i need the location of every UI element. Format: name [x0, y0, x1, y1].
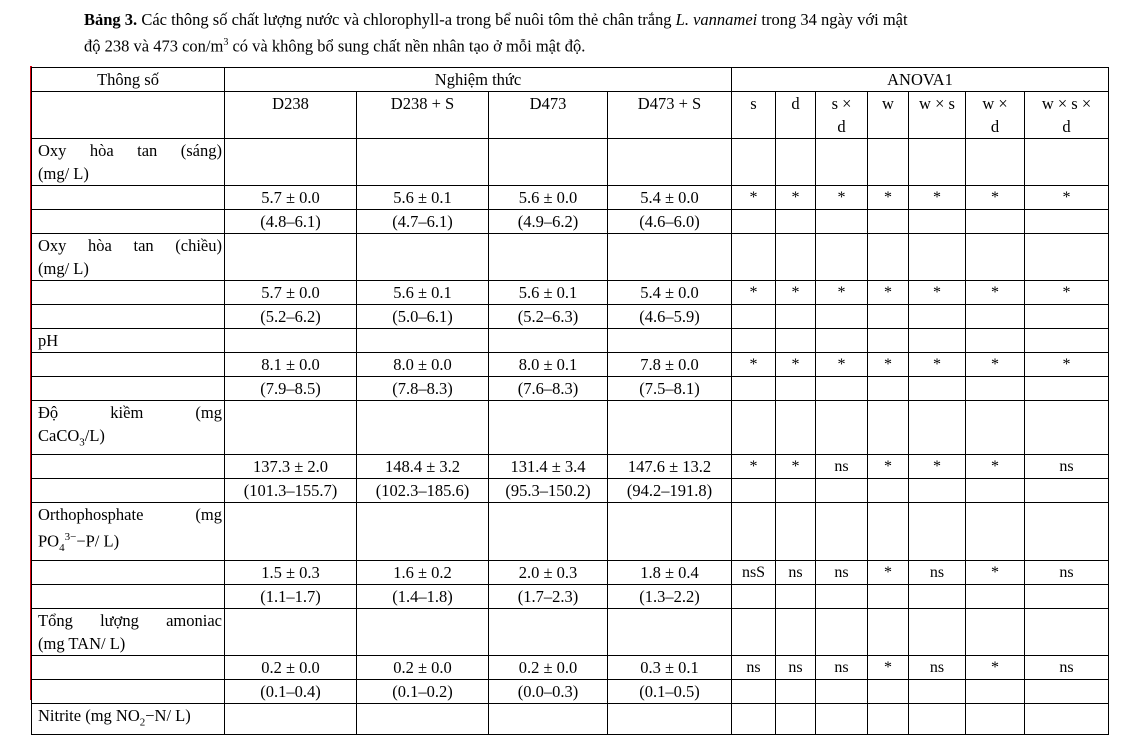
empty-cell [776, 401, 816, 455]
param-label [32, 329, 225, 353]
header-blank [32, 92, 225, 139]
empty-cell [1025, 139, 1109, 186]
range-value: (5.2–6.3) [489, 305, 608, 329]
empty-cell [32, 585, 225, 609]
empty-cell [732, 210, 776, 234]
range-value: (5.0–6.1) [357, 305, 489, 329]
mean-value: 131.4 ± 3.4 [489, 455, 608, 479]
empty-cell [225, 503, 357, 561]
mean-row [32, 561, 1109, 585]
anova-result: * [909, 281, 966, 305]
empty-cell [1025, 234, 1109, 281]
empty-cell [608, 234, 732, 281]
empty-cell [732, 234, 776, 281]
param-label-line-1: Tổng lượng amoniac [38, 611, 222, 631]
empty-cell [966, 680, 1025, 704]
anova-result: * [966, 281, 1025, 305]
empty-cell [966, 210, 1025, 234]
empty-cell [32, 656, 225, 680]
header-treatment-2: D238 + S [357, 92, 489, 139]
range-value: (4.7–6.1) [357, 210, 489, 234]
mean-value: 148.4 ± 3.2 [357, 455, 489, 479]
mean-value: 0.2 ± 0.0 [225, 656, 357, 680]
empty-cell [489, 234, 608, 281]
anova-result: * [1025, 353, 1109, 377]
empty-cell [32, 305, 225, 329]
param-label-row [32, 329, 1109, 353]
param-label-row [32, 139, 1109, 186]
anova-result: * [909, 455, 966, 479]
anova-result: ns [776, 656, 816, 680]
header-anova-wxsxd: w × s × d [1025, 92, 1109, 139]
empty-cell [489, 329, 608, 353]
caption-label: Bảng 3. [84, 10, 138, 29]
empty-cell [357, 234, 489, 281]
empty-cell [732, 479, 776, 503]
empty-cell [1025, 401, 1109, 455]
empty-cell [909, 377, 966, 401]
empty-cell [32, 455, 225, 479]
mean-value: 147.6 ± 13.2 [608, 455, 732, 479]
empty-cell [909, 234, 966, 281]
anova-result: * [868, 281, 909, 305]
anova-result: ns [732, 656, 776, 680]
mean-value: 1.6 ± 0.2 [357, 561, 489, 585]
range-row [32, 680, 1109, 704]
header-anova: ANOVA1 [732, 68, 1109, 92]
empty-cell [1025, 503, 1109, 561]
empty-cell [776, 680, 816, 704]
mean-value: 1.8 ± 0.4 [608, 561, 732, 585]
range-row [32, 585, 1109, 609]
range-value: (101.3–155.7) [225, 479, 357, 503]
empty-cell [909, 401, 966, 455]
range-row [32, 377, 1109, 401]
empty-cell [225, 234, 357, 281]
param-label-line-1: Oxy hòa tan (chiều) [38, 236, 222, 255]
range-value: (4.6–5.9) [608, 305, 732, 329]
mean-value: 5.6 ± 0.0 [489, 186, 608, 210]
empty-cell [489, 139, 608, 186]
empty-cell [966, 503, 1025, 561]
anova-result: ns [816, 656, 868, 680]
empty-cell [816, 680, 868, 704]
anova-result: * [868, 186, 909, 210]
anova-result: * [1025, 281, 1109, 305]
data-table [31, 67, 1109, 735]
empty-cell [868, 305, 909, 329]
mean-value: 5.6 ± 0.1 [357, 186, 489, 210]
empty-cell [868, 377, 909, 401]
empty-cell [489, 503, 608, 561]
param-label [32, 609, 225, 656]
param-label-row [32, 704, 1109, 735]
empty-cell [816, 401, 868, 455]
empty-cell [32, 561, 225, 585]
header-param: Thông số [32, 68, 225, 92]
empty-cell [357, 329, 489, 353]
empty-cell [776, 704, 816, 735]
header-anova-sxd: s × d [816, 92, 868, 139]
empty-cell [608, 609, 732, 656]
empty-cell [225, 704, 357, 735]
param-label-line-1: Orthophosphate (mg [38, 505, 222, 525]
empty-cell [32, 377, 225, 401]
empty-cell [732, 305, 776, 329]
anova-result: ns [909, 656, 966, 680]
empty-cell [909, 305, 966, 329]
empty-cell [357, 139, 489, 186]
mean-value: 7.8 ± 0.0 [608, 353, 732, 377]
param-label-row [32, 401, 1109, 455]
range-value: (1.4–1.8) [357, 585, 489, 609]
range-value: (0.0–0.3) [489, 680, 608, 704]
empty-cell [732, 377, 776, 401]
empty-cell [357, 401, 489, 455]
empty-cell [816, 234, 868, 281]
param-label-line-2: CaCO$_3$/L) [38, 426, 105, 449]
empty-cell [909, 503, 966, 561]
empty-cell [966, 401, 1025, 455]
mean-row [32, 353, 1109, 377]
empty-cell [868, 234, 909, 281]
anova-result: ns [1025, 656, 1109, 680]
anova-result: * [816, 353, 868, 377]
empty-cell [816, 609, 868, 656]
anova-result: ns [776, 561, 816, 585]
anova-result: * [868, 561, 909, 585]
empty-cell [608, 139, 732, 186]
empty-cell [868, 704, 909, 735]
range-value: (1.3–2.2) [608, 585, 732, 609]
anova-result: * [966, 656, 1025, 680]
empty-cell [1025, 329, 1109, 353]
empty-cell [966, 329, 1025, 353]
mean-value: 5.7 ± 0.0 [225, 186, 357, 210]
range-value: (7.5–8.1) [608, 377, 732, 401]
caption-species: L. vannamei [675, 10, 758, 29]
anova-result: ns [1025, 561, 1109, 585]
header-anova-w: w [868, 92, 909, 139]
caption-text-3: độ 238 và 473 con/m [84, 36, 224, 56]
anova-result: ns [1025, 455, 1109, 479]
range-value: (0.1–0.5) [608, 680, 732, 704]
empty-cell [816, 377, 868, 401]
empty-cell [1025, 704, 1109, 735]
empty-cell [776, 329, 816, 353]
param-label-line-2: (mg/ L) [38, 164, 89, 183]
empty-cell [816, 329, 868, 353]
empty-cell [32, 281, 225, 305]
empty-cell [776, 377, 816, 401]
range-row [32, 210, 1109, 234]
empty-cell [966, 704, 1025, 735]
empty-cell [776, 585, 816, 609]
param-label-line-2: (mg/ L) [38, 259, 89, 278]
mean-value: 0.2 ± 0.0 [489, 656, 608, 680]
empty-cell [816, 139, 868, 186]
empty-cell [489, 401, 608, 455]
range-value: (102.3–185.6) [357, 479, 489, 503]
empty-cell [225, 329, 357, 353]
header-treatment-4: D473 + S [608, 92, 732, 139]
empty-cell [909, 680, 966, 704]
empty-cell [816, 479, 868, 503]
range-value: (4.6–6.0) [608, 210, 732, 234]
empty-cell [608, 329, 732, 353]
mean-row [32, 186, 1109, 210]
anova-result: * [732, 455, 776, 479]
anova-result: ns [816, 561, 868, 585]
mean-row [32, 455, 1109, 479]
anova-result: * [816, 281, 868, 305]
empty-cell [776, 609, 816, 656]
param-label-row [32, 234, 1109, 281]
empty-cell [868, 139, 909, 186]
empty-cell [966, 234, 1025, 281]
mean-value: 137.3 ± 2.0 [225, 455, 357, 479]
empty-cell [225, 609, 357, 656]
empty-cell [357, 609, 489, 656]
mean-value: 5.4 ± 0.0 [608, 281, 732, 305]
param-label [32, 503, 225, 561]
empty-cell [868, 585, 909, 609]
mean-row [32, 281, 1109, 305]
empty-cell [966, 609, 1025, 656]
mean-value: 5.6 ± 0.1 [489, 281, 608, 305]
empty-cell [1025, 377, 1109, 401]
caption-text-4: có và không bổ sung chất nền nhân tạo ở mỗi mật độ. [228, 36, 586, 56]
param-label [32, 401, 225, 455]
anova-result: * [776, 455, 816, 479]
mean-value: 5.6 ± 0.1 [357, 281, 489, 305]
anova-result: * [909, 353, 966, 377]
anova-result: * [732, 353, 776, 377]
empty-cell [732, 503, 776, 561]
empty-cell [776, 305, 816, 329]
param-label-line-1: Oxy hòa tan (sáng) [38, 141, 222, 160]
header-treatment-3: D473 [489, 92, 608, 139]
empty-cell [1025, 585, 1109, 609]
empty-cell [32, 186, 225, 210]
mean-value: 8.0 ± 0.1 [489, 353, 608, 377]
empty-cell [776, 479, 816, 503]
caption-text-2: trong 34 ngày với mật [757, 10, 908, 29]
range-value: (7.8–8.3) [357, 377, 489, 401]
empty-cell [732, 139, 776, 186]
empty-cell [816, 305, 868, 329]
range-value: (1.1–1.7) [225, 585, 357, 609]
empty-cell [732, 680, 776, 704]
mean-value: 8.0 ± 0.0 [357, 353, 489, 377]
mean-row [32, 656, 1109, 680]
param-label-line-2: $PO_4^{3-}-P/$ L) [38, 531, 120, 555]
anova-result: * [909, 186, 966, 210]
empty-cell [966, 585, 1025, 609]
anova-result: * [966, 353, 1025, 377]
empty-cell [489, 704, 608, 735]
empty-cell [909, 329, 966, 353]
empty-cell [732, 585, 776, 609]
anova-result: * [868, 353, 909, 377]
table-caption [84, 8, 1084, 58]
empty-cell [868, 680, 909, 704]
header-anova-s: s [732, 92, 776, 139]
header-treatment: Nghiệm thức [225, 68, 732, 92]
empty-cell [868, 503, 909, 561]
mean-value: 2.0 ± 0.3 [489, 561, 608, 585]
header-anova-wxs: w × s [909, 92, 966, 139]
empty-cell [32, 353, 225, 377]
empty-cell [1025, 210, 1109, 234]
param-label-row [32, 503, 1109, 561]
param-label-line-2: (mg TAN/ L) [38, 634, 126, 654]
range-value: (5.2–6.2) [225, 305, 357, 329]
empty-cell [868, 401, 909, 455]
range-value: (4.9–6.2) [489, 210, 608, 234]
header-anova-d: d [776, 92, 816, 139]
header-anova-wxd: w × d [966, 92, 1025, 139]
anova-result: * [776, 353, 816, 377]
empty-cell [608, 503, 732, 561]
empty-cell [966, 377, 1025, 401]
mean-value: 5.7 ± 0.0 [225, 281, 357, 305]
empty-cell [868, 210, 909, 234]
empty-cell [225, 139, 357, 186]
empty-cell [357, 704, 489, 735]
param-label-line-1: Độ kiềm (mg [38, 403, 222, 422]
empty-cell [608, 401, 732, 455]
range-value: (7.6–8.3) [489, 377, 608, 401]
param-label-row [32, 609, 1109, 656]
range-value: (0.1–0.2) [357, 680, 489, 704]
anova-result: * [966, 455, 1025, 479]
range-value: (4.8–6.1) [225, 210, 357, 234]
empty-cell [1025, 305, 1109, 329]
empty-cell [776, 139, 816, 186]
param-label: Nitrite (mg $NO_2-N/$ L) [32, 704, 225, 735]
anova-result: ns [816, 455, 868, 479]
range-value: (0.1–0.4) [225, 680, 357, 704]
anova-result: * [1025, 186, 1109, 210]
anova-result: * [776, 186, 816, 210]
range-row [32, 305, 1109, 329]
mean-value: 0.3 ± 0.1 [608, 656, 732, 680]
empty-cell [32, 210, 225, 234]
empty-cell [909, 479, 966, 503]
range-value: (95.3–150.2) [489, 479, 608, 503]
empty-cell [816, 704, 868, 735]
anova-result: * [816, 186, 868, 210]
anova-result: * [776, 281, 816, 305]
mean-value: 8.1 ± 0.0 [225, 353, 357, 377]
empty-cell [732, 609, 776, 656]
empty-cell [608, 704, 732, 735]
empty-cell [909, 585, 966, 609]
empty-cell [909, 139, 966, 186]
empty-cell [816, 503, 868, 561]
empty-cell [909, 609, 966, 656]
empty-cell [909, 704, 966, 735]
empty-cell [732, 329, 776, 353]
anova-result: * [868, 656, 909, 680]
empty-cell [868, 479, 909, 503]
empty-cell [489, 609, 608, 656]
empty-cell [32, 479, 225, 503]
caption-text-1: Các thông số chất lượng nước và chlorophyll-a trong bể nuôi tôm thẻ chân trắng [137, 10, 676, 29]
empty-cell [1025, 479, 1109, 503]
empty-cell [966, 305, 1025, 329]
range-value: (94.2–191.8) [608, 479, 732, 503]
anova-result: * [966, 561, 1025, 585]
empty-cell [32, 680, 225, 704]
header-treatment-1: D238 [225, 92, 357, 139]
empty-cell [776, 503, 816, 561]
empty-cell [966, 139, 1025, 186]
range-row [32, 479, 1109, 503]
empty-cell [357, 503, 489, 561]
mean-value: 0.2 ± 0.0 [357, 656, 489, 680]
empty-cell [732, 401, 776, 455]
param-label [32, 139, 225, 186]
empty-cell [816, 585, 868, 609]
range-value: (1.7–2.3) [489, 585, 608, 609]
anova-result: * [732, 281, 776, 305]
empty-cell [966, 479, 1025, 503]
empty-cell [868, 329, 909, 353]
empty-cell [1025, 609, 1109, 656]
empty-cell [776, 234, 816, 281]
mean-value: 1.5 ± 0.3 [225, 561, 357, 585]
empty-cell [816, 210, 868, 234]
mean-value: 5.4 ± 0.0 [608, 186, 732, 210]
range-value: (7.9–8.5) [225, 377, 357, 401]
anova-result: * [966, 186, 1025, 210]
param-label-line-1: pH [38, 331, 59, 350]
caption-sup: 3 [223, 37, 229, 48]
empty-cell [868, 609, 909, 656]
empty-cell [1025, 680, 1109, 704]
empty-cell [732, 704, 776, 735]
anova-result: * [868, 455, 909, 479]
empty-cell [909, 210, 966, 234]
empty-cell [225, 401, 357, 455]
anova-result: * [732, 186, 776, 210]
param-label [32, 234, 225, 281]
anova-result: nsS [732, 561, 776, 585]
empty-cell [776, 210, 816, 234]
anova-result: ns [909, 561, 966, 585]
